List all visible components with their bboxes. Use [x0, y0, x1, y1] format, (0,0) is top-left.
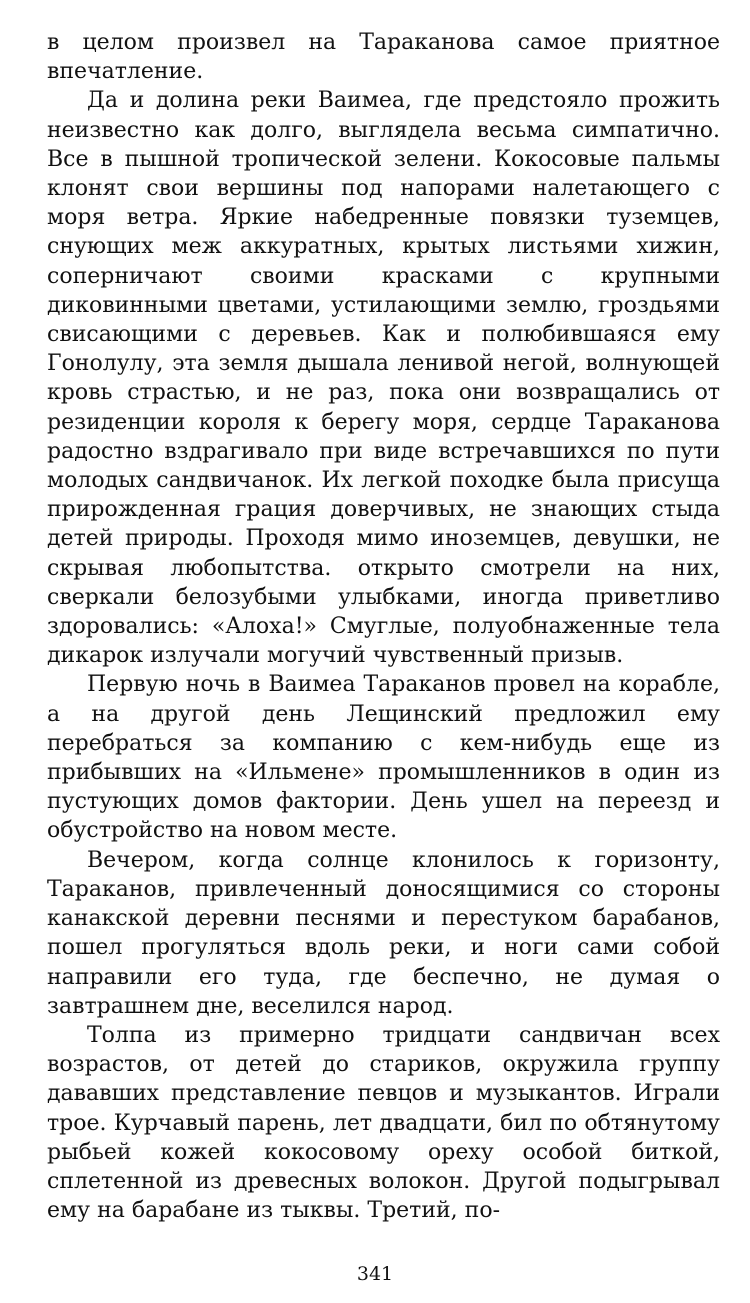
paragraph-first-night: Первую ночь в Ваимеа Тараканов провел на корабле, а на другой день Лещинский предложил ему перебраться за компанию с кем-нибудь еще из прибывших на «Ильмене» промышленников в один из пустующих домов фактории. День ушел на переезд и обустройство на новом месте. [47, 672, 720, 844]
paragraph-waimea-valley: Да и долина реки Ваимеа, где предстояло прожить неизвестно как долго, выглядела весьма симпатично. Все в пышной тропической зелени. Кокосовые пальмы клонят свои вершины под напорами налетающего с моря ветра. Яркие набедренные повязки туземцев, снующих меж аккуратных, крытых листьями хижин, соперничают своими красками с крупными диковинными цветами, устилающими землю, гроздьями свисающими с деревьев. Как и полюбившаяся ему Гонолулу, эта земля дышала ленивой негой, волнующей кровь страстью, и не раз, пока они возвращались от резиденции короля к берегу моря, сердце Тараканова радостно вздрагивало при виде встречавшихся по пути молодых сандвичанок. Их легкой походке была присуща прирожденная грация доверчивых, не знающих стыда детей природы. Проходя мимо иноземцев, девушки, не скрывая любопытства. открыто смотрели на них, сверкали белозубыми улыбками, иногда приветливо здоровались: «Алоха!» Смуглые, полуобнаженные тела дикарок излучали могучий чувственный призыв. [47, 88, 720, 669]
page-number: 341 [356, 1263, 394, 1285]
paragraph-crowd-musicians: Толпа из примерно тридцати сандвичан всех возрастов, от детей до стариков, окружила группу дававших представление певцов и музыкантов. Играли трое. Курчавый парень, лет двадцати, бил по обтянутому рыбьей кожей кокосовому ореху особой биткой, сплетенной из древесных волокон. Другой подыгрывал ему на барабане из тыквы. Третий, по- [47, 1022, 720, 1224]
paragraph-continuation: в целом произвел на Тараканова самое приятное впечатление. [47, 30, 720, 85]
paragraph-evening-walk: Вечером, когда солнце клонилось к горизонту, Тараканов, привлеченный доносящимися со стороны канакской деревни песнями и перестуком барабанов, пошел прогуляться вдоль реки, и ноги сами собой направили его туда, где беспечно, не думая о завтрашнем дне, веселился народ. [47, 847, 720, 1019]
